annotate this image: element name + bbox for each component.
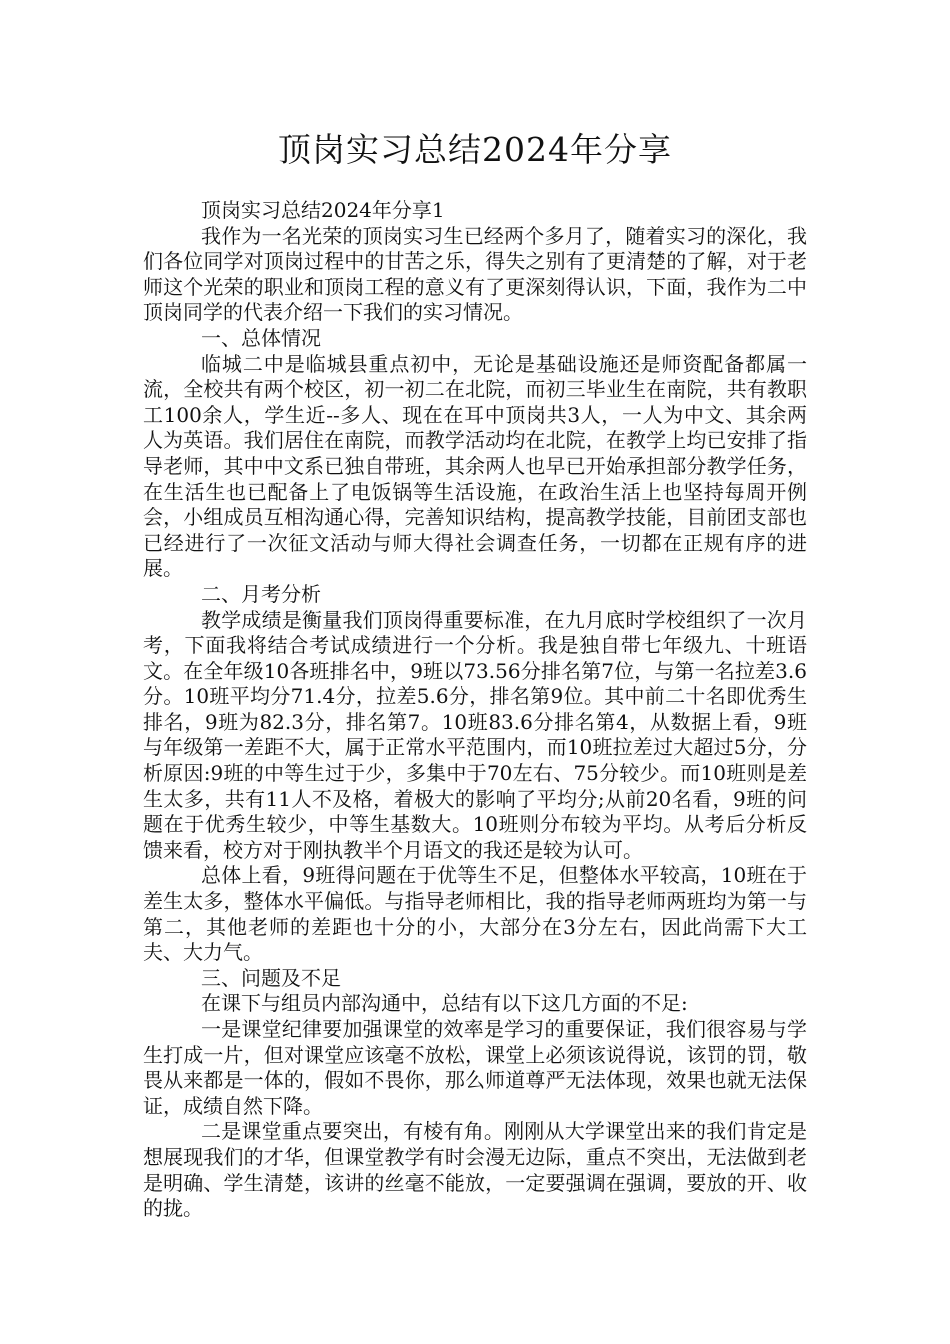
section-subtitle: 顶岗实习总结2024年分享1	[201, 198, 445, 222]
document-title: 顶岗实习总结2024年分享	[278, 130, 672, 169]
intro-paragraph: 我作为一名光荣的顶岗实习生已经两个多月了，随着实习的深化，我们各位同学对顶岗过程中的甘苦之乐，得失之别有了更清楚的了解，对于老师这个光荣的职业和顶岗工程的意义有了更深刻得认识，下面，我作为二中顶岗同学的代表介绍一下我们的实习情况。	[143, 223, 807, 325]
exam-summary-paragraph: 总体上看，9班得问题在于优等生不足，但整体水平较高，10班在于差生太多，整体水平偏低。与指导老师相比，我的指导老师两班均为第一与第二，其他老师的差距也十分的小，大部分在3分左右，因此尚需下大工夫、大力气。	[143, 863, 807, 965]
problems-intro-paragraph: 在课下与组员内部沟通中，总结有以下这几方面的不足:	[201, 991, 688, 1016]
problem-one-paragraph: 一是课堂纪律要加强课堂的效率是学习的重要保证，我们很容易与学生打成一片，但对课堂应该毫不放松，课堂上必须该说得说，该罚的罚，敬畏从来都是一体的，假如不畏你，那么师道尊严无法体现，效果也就无法保证，成绩自然下降。	[143, 1017, 807, 1118]
overall-paragraph: 临城二中是临城县重点初中，无论是基础设施还是师资配备都属一流，全校共有两个校区，初一初二在北院，而初三毕业生在南院，共有教职工100余人，学生近--多人、现在在耳中顶岗共3人，一人为中文、其余两人为英语。我们居住在南院，而教学活动均在北院，在教学上均已安排了指导老师，其中中文系已独自带班，其余两人也早已开始承担部分教学任务，在生活生也已配备上了电饭锅等生活设施，在政治生活上也坚持每周开例会，小组成员互相沟通心得，完善知识结构，提高教学技能，目前团支部也已经进行了一次征文活动与师大得社会调查任务，一切都在正规有序的进展。	[143, 351, 807, 581]
exam-analysis-paragraph: 教学成绩是衡量我们顶岗得重要标准，在九月底时学校组织了一次月考，下面我将结合考试成绩进行一个分析。我是独自带七年级九、十班语文。在全年级10各班排名中，9班以73.56分排名第7位，与第一名拉差3.6分。10班平均分71.4分，拉差5.6分，排名第9位。其中前二十名即优秀生排名，9班为82.3分，排名第7。10班83.6分排名第4，从数据上看，9班与年级第一差距不大，属于正常水平范围内，而10班拉差过大超过5分，分析原因:9班的中等生过于少，多集中于70左右、75分较少。而10班则是差生太多，共有11人不及格，着极大的影响了平均分;从前20名看，9班的问题在于优秀生较少，中等生基数大。10班则分布较为平均。从考后分析反馈来看，校方对于刚执教半个月语文的我还是较为认可。	[143, 607, 807, 862]
document-body	[143, 198, 807, 1222]
section-heading-overall: 一、总体情况	[201, 325, 321, 350]
section-heading-problems: 三、问题及不足	[201, 965, 341, 990]
problem-two-paragraph: 二是课堂重点要突出，有棱有角。刚刚从大学课堂出来的我们肯定是想展现我们的才华，但课堂教学有时会漫无边际，重点不突出，无法做到老是明确、学生清楚，该讲的丝毫不能放，一定要强调在强调，要放的开、收的拢。	[143, 1119, 807, 1221]
section-heading-exam-analysis: 二、月考分析	[201, 581, 321, 606]
